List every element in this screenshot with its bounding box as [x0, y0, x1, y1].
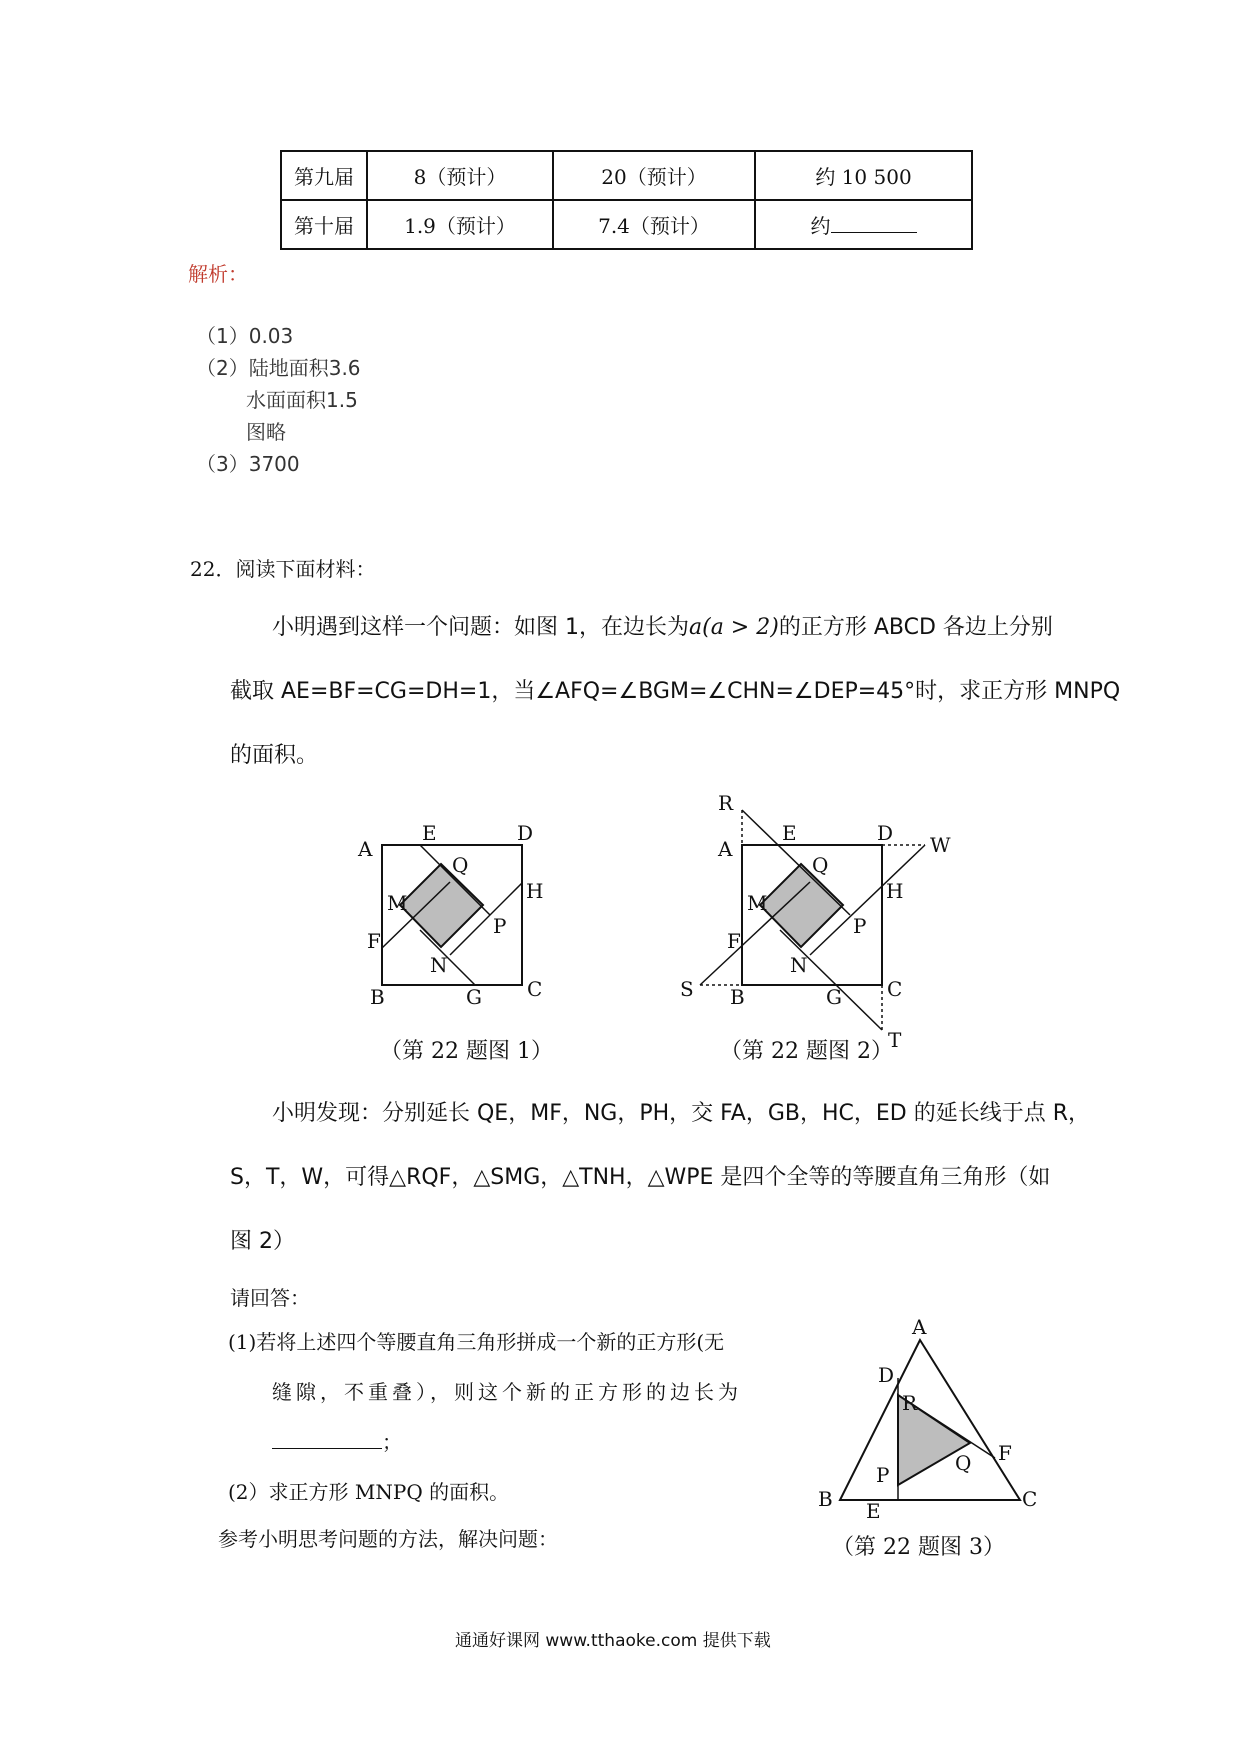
label-c: C	[527, 977, 543, 1001]
text-span: 的正方形 ABCD 各边上分别	[778, 615, 1053, 640]
question-1-line: (1)若将上述四个等腰直角三角形拼成一个新的正方形(无	[228, 1330, 725, 1354]
data-table	[280, 150, 973, 250]
problem-intro: 22．阅读下面材料：	[190, 557, 376, 581]
table-cell: 1.9（预计）	[367, 200, 553, 249]
analysis-line: （1）0.03	[196, 324, 294, 348]
label-r: R	[718, 791, 734, 815]
label-e: E	[422, 821, 437, 845]
label-e: E	[866, 1499, 881, 1523]
table-row	[281, 151, 972, 200]
table-cell: 第九届	[281, 151, 367, 200]
label-q: Q	[452, 853, 469, 877]
label-a: A	[358, 837, 373, 861]
approx-prefix: 约	[810, 214, 831, 238]
discovery-line: 图 2）	[230, 1229, 295, 1254]
question-1-answer	[272, 1426, 402, 1455]
label-h: H	[886, 879, 904, 903]
label-r: R	[902, 1391, 918, 1415]
reference-line: 参考小明思考问题的方法，解决问题：	[218, 1527, 558, 1551]
label-d: D	[877, 821, 894, 845]
table-row	[281, 200, 972, 249]
semicolon: ；	[382, 1430, 402, 1454]
analysis-line: 图略	[246, 420, 286, 444]
label-b: B	[370, 985, 385, 1009]
answer-blank	[831, 214, 917, 233]
label-q: Q	[955, 1451, 972, 1475]
label-h: H	[526, 879, 544, 903]
label-p: P	[876, 1463, 890, 1487]
table-cell: 20（预计）	[553, 151, 755, 200]
figure-3-caption: （第 22 题图 3）	[832, 1535, 1005, 1560]
table-cell: 第十届	[281, 200, 367, 249]
problem-paragraph-line: 截取 AE=BF=CG=DH=1，当∠AFQ=∠BGM=∠CHN=∠DEP=45°时，求正方形 MNPQ	[230, 679, 1121, 704]
question-1-line: 缝隙，不重叠），则这个新的正方形的边长为	[272, 1380, 742, 1404]
label-b: B	[730, 985, 745, 1009]
line-tn	[780, 930, 882, 1030]
problem-paragraph-line	[272, 610, 1053, 641]
footer-text: 通通好课网 www.tthaoke.com 提供下载	[455, 1631, 771, 1651]
label-d: D	[878, 1363, 895, 1387]
label-n: N	[790, 953, 808, 977]
label-q: Q	[812, 853, 829, 877]
label-n: N	[430, 953, 448, 977]
figure-2	[680, 790, 970, 1070]
label-g: G	[466, 985, 482, 1009]
label-s: S	[680, 977, 694, 1001]
label-p: P	[853, 914, 867, 938]
label-p: P	[493, 914, 507, 938]
table-cell	[755, 200, 972, 249]
label-a: A	[912, 1315, 927, 1339]
label-e: E	[782, 821, 797, 845]
figure-2-caption: （第 22 题图 2）	[720, 1039, 893, 1064]
label-g: G	[826, 985, 842, 1009]
label-b: B	[818, 1487, 833, 1511]
analysis-line: （3）3700	[196, 452, 300, 476]
label-t: T	[888, 1028, 902, 1052]
label-f: F	[998, 1441, 1012, 1465]
analysis-line: 水面面积1.5	[246, 388, 358, 412]
label-m: M	[387, 891, 408, 915]
text-span: 小明遇到这样一个问题：如图 1，在边长为	[272, 615, 689, 640]
problem-paragraph-line: 的面积。	[230, 743, 319, 768]
label-w: W	[930, 833, 951, 857]
label-c: C	[1022, 1487, 1038, 1511]
math-expression: a(a > 2)	[689, 615, 779, 640]
table-cell: 7.4（预计）	[553, 200, 755, 249]
analysis-line: （2）陆地面积3.6	[196, 356, 361, 380]
label-c: C	[887, 977, 903, 1001]
figure-1	[340, 790, 580, 1020]
question-2: (2）求正方形 MNPQ 的面积。	[228, 1480, 510, 1504]
answer-blank	[272, 1426, 382, 1449]
table-cell: 8（预计）	[367, 151, 553, 200]
label-m: M	[747, 891, 768, 915]
label-f: F	[367, 929, 381, 953]
label-d: D	[517, 821, 534, 845]
figure-1-caption: （第 22 题图 1）	[380, 1039, 553, 1064]
table-cell: 约 10 500	[755, 151, 972, 200]
discovery-line: 小明发现：分别延长 QE，MF，NG，PH，交 FA，GB，HC，ED 的延长线于点 R，	[272, 1101, 1090, 1126]
label-f: F	[727, 929, 741, 953]
label-a: A	[718, 837, 733, 861]
analysis-label: 解析：	[188, 262, 248, 286]
question-ask: 请回答：	[230, 1286, 310, 1310]
figure-3	[800, 1310, 1060, 1540]
discovery-line: S，T，W，可得△RQF，△SMG，△TNH，△WPE 是四个全等的等腰直角三角形（如	[230, 1165, 1051, 1190]
